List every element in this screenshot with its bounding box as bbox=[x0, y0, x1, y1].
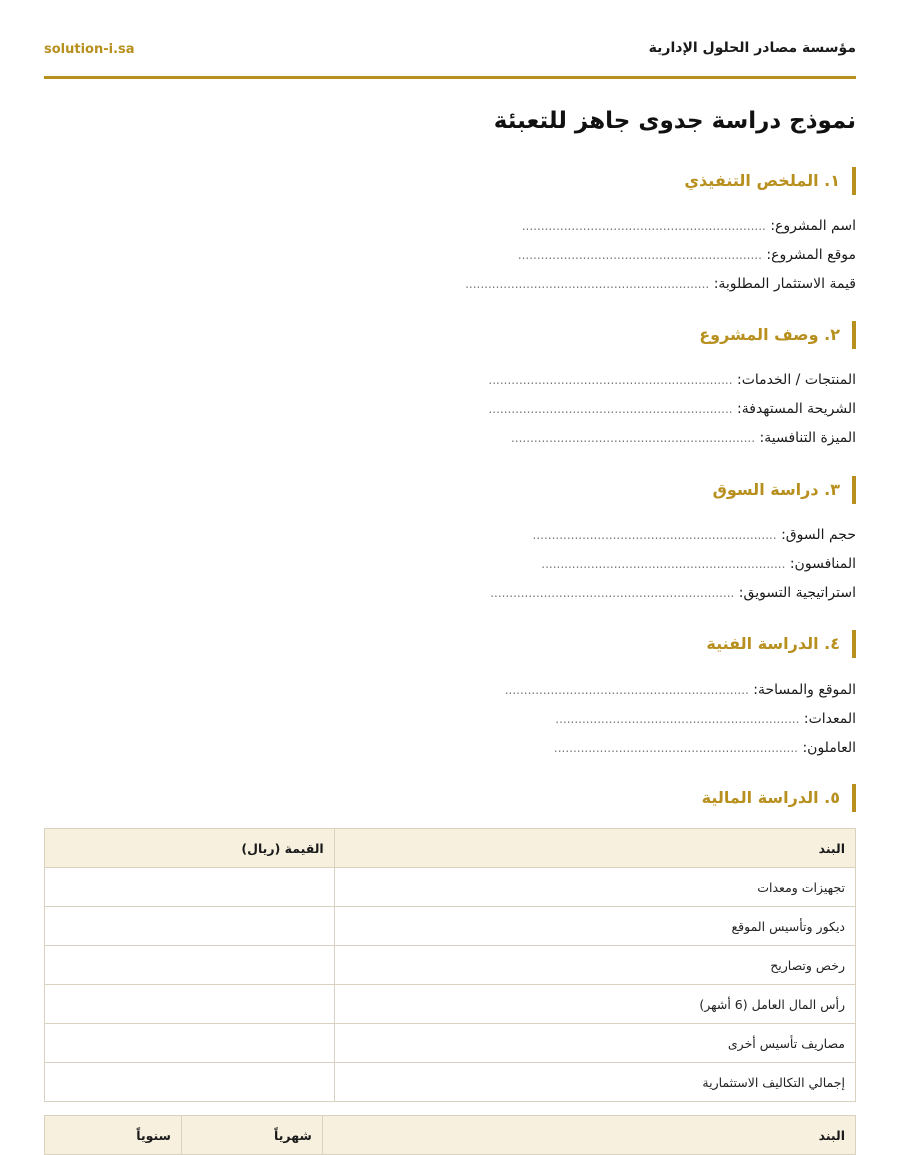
fill-line[interactable]: ................................................................ bbox=[490, 586, 735, 600]
item-cell: ديكور وتأسيس الموقع bbox=[334, 907, 855, 946]
field-equipment[interactable] bbox=[555, 708, 856, 730]
section-heading-project-description: ٢. وصف المشروع bbox=[699, 321, 856, 349]
column-header-item: البند bbox=[322, 1116, 855, 1155]
field-competitive-advantage[interactable] bbox=[511, 427, 856, 449]
fill-line[interactable]: ................................................................ bbox=[488, 373, 733, 387]
table-header-row bbox=[45, 829, 856, 868]
field-label: الموقع والمساحة: bbox=[753, 682, 856, 698]
field-label: اسم المشروع: bbox=[770, 218, 856, 234]
field-label: المنتجات / الخدمات: bbox=[737, 372, 856, 388]
column-header-value: القيمة (ريال) bbox=[45, 829, 335, 868]
value-cell[interactable] bbox=[45, 946, 335, 985]
column-header-yearly: سنوياً bbox=[45, 1116, 182, 1155]
column-header-item: البند bbox=[334, 829, 855, 868]
field-label: المنافسون: bbox=[789, 556, 856, 572]
field-marketing-strategy[interactable] bbox=[490, 582, 856, 604]
table-row bbox=[45, 1024, 856, 1063]
field-staff[interactable] bbox=[554, 737, 856, 759]
fill-line[interactable]: ................................................................ bbox=[553, 741, 798, 755]
value-cell[interactable] bbox=[45, 1063, 335, 1102]
field-target-segment[interactable] bbox=[488, 398, 856, 420]
investment-costs-table bbox=[44, 828, 856, 1102]
fill-line[interactable]: ................................................................ bbox=[541, 557, 786, 571]
fill-line[interactable]: ................................................................ bbox=[532, 528, 777, 542]
item-cell: رأس المال العامل (6 أشهر) bbox=[334, 985, 855, 1024]
table-row bbox=[45, 907, 856, 946]
field-investment-value[interactable] bbox=[465, 273, 856, 295]
field-location-area[interactable] bbox=[505, 679, 856, 701]
field-label: حجم السوق: bbox=[781, 527, 856, 543]
item-cell: إجمالي التكاليف الاستثمارية bbox=[334, 1063, 855, 1102]
fill-line[interactable]: ................................................................ bbox=[510, 431, 756, 445]
fill-line[interactable]: ................................................................ bbox=[488, 402, 733, 416]
field-label: العاملون: bbox=[802, 740, 856, 756]
table-header-row bbox=[45, 1116, 856, 1155]
table-row-total bbox=[45, 1063, 856, 1102]
website-link[interactable]: solution-i.sa bbox=[44, 42, 135, 57]
value-cell[interactable] bbox=[45, 868, 335, 907]
field-label: الميزة التنافسية: bbox=[759, 430, 856, 446]
section-heading-executive-summary: ١. الملخص التنفيذي bbox=[684, 167, 856, 195]
field-products-services[interactable] bbox=[488, 369, 856, 391]
field-label: المعدات: bbox=[803, 711, 856, 727]
value-cell[interactable] bbox=[45, 907, 335, 946]
item-cell: رخص وتصاريح bbox=[334, 946, 855, 985]
page-header bbox=[44, 38, 856, 79]
item-cell: تجهيزات ومعدات bbox=[334, 868, 855, 907]
fill-line[interactable]: ................................................................ bbox=[465, 277, 710, 291]
field-market-size[interactable] bbox=[533, 524, 857, 546]
section-heading-market-study: ٣. دراسة السوق bbox=[713, 476, 856, 504]
table-row bbox=[45, 985, 856, 1024]
fill-line[interactable]: ................................................................ bbox=[521, 219, 766, 233]
value-cell[interactable] bbox=[45, 985, 335, 1024]
field-project-name[interactable] bbox=[522, 215, 856, 237]
column-header-monthly: شهرياً bbox=[181, 1116, 322, 1155]
field-competitors[interactable] bbox=[541, 553, 856, 575]
table-row bbox=[45, 946, 856, 985]
field-label: الشريحة المستهدفة: bbox=[737, 401, 856, 417]
fill-line[interactable]: ................................................................ bbox=[504, 683, 749, 697]
section-heading-financial-study: ٥. الدراسة المالية bbox=[702, 784, 856, 812]
value-cell[interactable] bbox=[45, 1024, 335, 1063]
item-cell: مصاريف تأسيس أخرى bbox=[334, 1024, 855, 1063]
operating-costs-table bbox=[44, 1115, 856, 1155]
section-heading-technical-study: ٤. الدراسة الفنية bbox=[706, 630, 856, 658]
field-label: موقع المشروع: bbox=[766, 247, 856, 263]
field-project-location[interactable] bbox=[518, 244, 856, 266]
fill-line[interactable]: ................................................................ bbox=[555, 712, 800, 726]
organization-name: مؤسسة مصادر الحلول الإدارية bbox=[648, 40, 856, 56]
fill-line[interactable]: ................................................................ bbox=[517, 248, 762, 262]
field-label: قيمة الاستثمار المطلوبة: bbox=[713, 276, 856, 292]
field-label: استراتيجية التسويق: bbox=[738, 585, 856, 601]
table-row bbox=[45, 868, 856, 907]
document-title: نموذج دراسة جدوى جاهز للتعبئة bbox=[493, 108, 856, 134]
